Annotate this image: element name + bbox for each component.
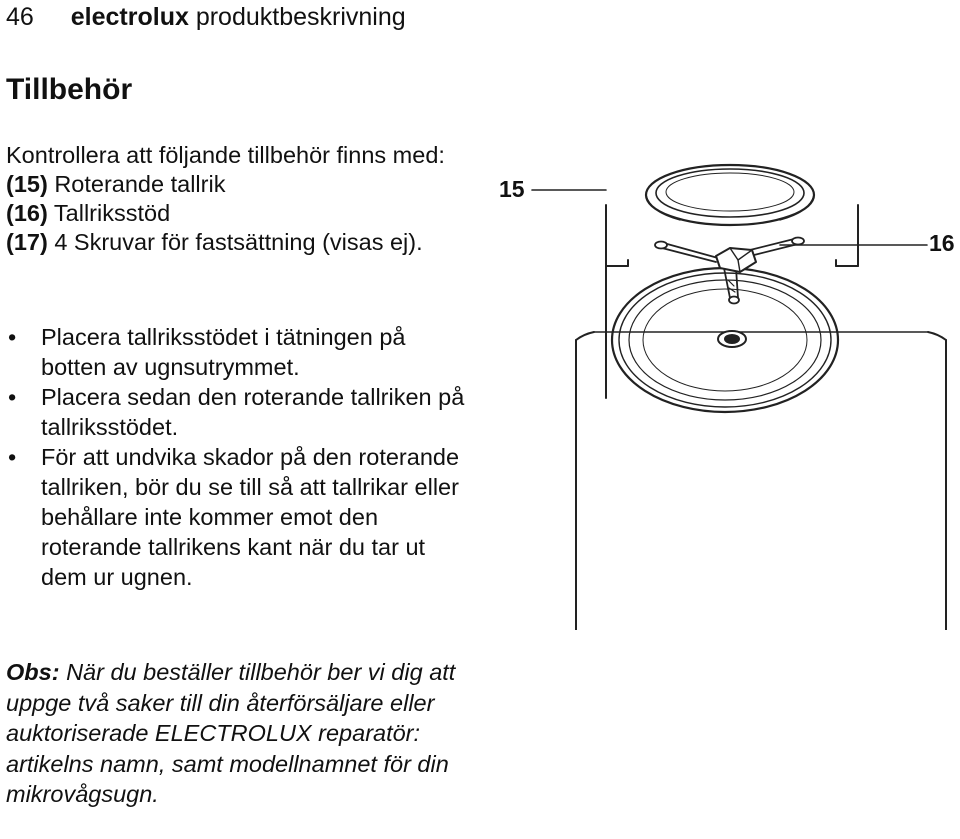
- bullet-icon: •: [8, 444, 17, 470]
- note-label: Obs:: [6, 659, 60, 685]
- bullet-icon: •: [8, 324, 17, 350]
- callout-plate: 15: [499, 176, 525, 202]
- header-section: produktbeskrivning: [195, 3, 406, 31]
- drive-shaft: [718, 331, 746, 347]
- order-note: [6, 657, 466, 810]
- instruction-item: [6, 322, 476, 382]
- accessory-number: (16): [6, 200, 48, 226]
- accessory-text: Roterande tallrik: [54, 171, 226, 197]
- instruction-text: För att undvika skador på den roterande tallriken, bör du se till så att tallrikar eller behållare inte kommer emot den roterande tallrikens kant när du tar ut dem ur ugnen.: [41, 444, 460, 590]
- bullet-icon: •: [8, 384, 17, 410]
- accessory-item: [6, 228, 486, 257]
- accessory-number: (15): [6, 171, 48, 197]
- accessory-number: (17): [6, 229, 48, 255]
- page-header: [6, 2, 406, 32]
- instruction-item: [6, 442, 476, 592]
- accessories-intro: [6, 141, 486, 257]
- instruction-text: Placera tallriksstödet i tätningen på botten av ugnsutrymmet.: [41, 324, 406, 380]
- accessory-item: [6, 170, 486, 199]
- brand-name: electrolux: [70, 3, 189, 31]
- turntable-support: [655, 238, 804, 304]
- accessory-text: 4 Skruvar för fastsättning (visas ej).: [54, 229, 423, 255]
- intro-lead: Kontrollera att följande tillbehör finns med:: [6, 142, 445, 168]
- instruction-list: [6, 322, 476, 592]
- accessory-text: Tallriksstöd: [53, 200, 171, 226]
- turntable-illustration: [480, 150, 960, 630]
- callout-support: 16: [929, 230, 955, 256]
- turntable-drawing: [480, 150, 960, 630]
- rotating-plate: [646, 165, 814, 225]
- instruction-item: [6, 382, 476, 442]
- section-title: Tillbehör: [6, 73, 133, 106]
- note-text: När du beställer tillbehör ber vi dig att uppge två saker till din återförsäljare eller auktoriserade ELECTROLUX reparatör: artikelns namn, samt modellnamnet för din mikrovågsugn.: [6, 659, 456, 807]
- accessory-item: [6, 199, 486, 228]
- instruction-text: Placera sedan den roterande tallriken på tallriksstödet.: [41, 384, 465, 440]
- page-number: 46: [6, 3, 34, 31]
- oven-cavity: [576, 205, 946, 630]
